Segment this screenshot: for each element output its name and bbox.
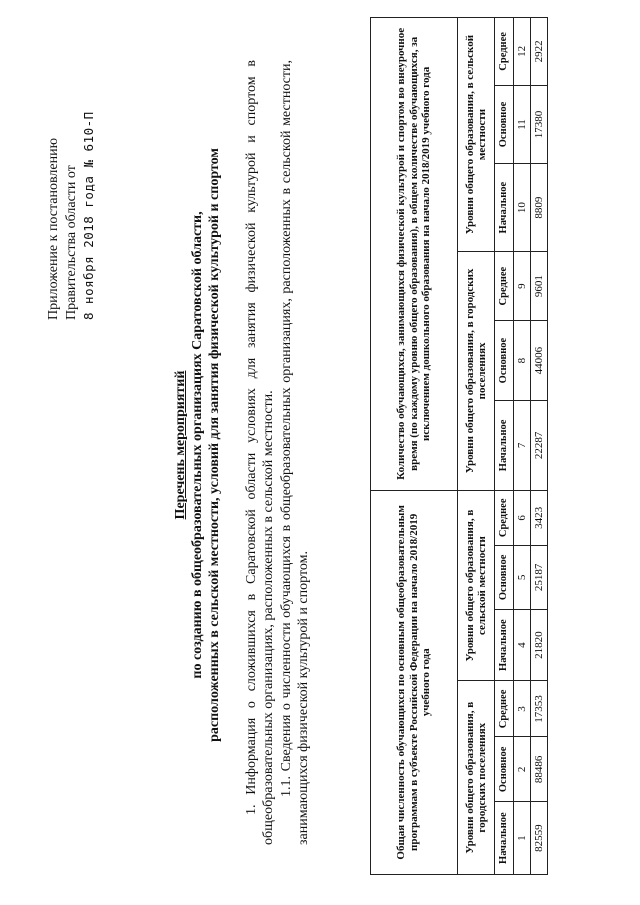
table-cell: 9601 (531, 252, 548, 321)
column-number: 1 (514, 802, 531, 875)
level-header: Начальное (495, 164, 514, 252)
level-header: Среднее (495, 681, 514, 737)
paragraph-1: 1. Информация о сложившихся в Саратовской области условиях для занятия физической культурой и спортом в общеобразовательных организациях, расположенных в сельской местности. (244, 60, 276, 845)
group2-urban-header: Уровни общего образования, в городских поселениях (458, 252, 495, 491)
group1-header: Общая численность обучающихся по основным общеобразовательным программам в субъекте Российской Федерации на начало 2018/2019 учебного года (371, 490, 458, 874)
table-levels-row (495, 18, 514, 875)
group1-urban-header: Уровни общего образования, в городских поселениях (458, 681, 495, 875)
table-cell: 17380 (531, 85, 548, 163)
statistics-table (370, 17, 548, 875)
document-title (172, 65, 223, 825)
table-subheader-row (458, 18, 495, 875)
column-number-row (514, 18, 531, 875)
column-number: 2 (514, 737, 531, 802)
table-header-row (371, 18, 458, 875)
level-header: Среднее (495, 252, 514, 321)
title-line-2: по созданию в общеобразовательных организациях Саратовской области, (190, 211, 205, 679)
level-header: Основное (495, 85, 514, 163)
approval-line-1: Приложение к постановлению (46, 137, 61, 320)
column-number: 12 (514, 18, 531, 86)
column-number: 10 (514, 164, 531, 252)
table-cell: 17353 (531, 681, 548, 737)
level-header: Основное (495, 737, 514, 802)
table-cell: 3423 (531, 490, 548, 545)
level-header: Начальное (495, 802, 514, 875)
approval-date-line: 8 ноября 2018 года № 610-П (81, 111, 96, 320)
column-number: 3 (514, 681, 531, 737)
column-number: 5 (514, 545, 531, 609)
group2-rural-header: Уровни общего образования, в сельской местности (458, 18, 495, 252)
level-header: Основное (495, 321, 514, 401)
approval-note (45, 111, 98, 320)
group2-header: Количество обучающихся, занимающихся физической культурой и спортом во внеурочное время (по каждому уровню общего образования), в общем количестве обучающихся, за исключением дошкольного образования на начало 2018/2019 учебного года (371, 18, 458, 491)
approval-line-2: Правительства области от (63, 165, 79, 320)
column-number: 8 (514, 321, 531, 401)
table-cell: 25187 (531, 545, 548, 609)
table-cell: 2922 (531, 18, 548, 86)
table-cell: 22287 (531, 401, 548, 491)
title-line-1: Перечень мероприятий (173, 370, 188, 520)
title-line-3: расположенных в сельской местности, условий для занятия физической культурой и спортом (207, 148, 222, 742)
level-header: Начальное (495, 401, 514, 491)
table-cell: 8809 (531, 164, 548, 252)
table-cell: 44006 (531, 321, 548, 401)
table-cell: 82559 (531, 802, 548, 875)
column-number: 9 (514, 252, 531, 321)
level-header: Среднее (495, 18, 514, 86)
column-number: 4 (514, 609, 531, 681)
level-header: Начальное (495, 609, 514, 681)
level-header: Основное (495, 545, 514, 609)
level-header: Среднее (495, 490, 514, 545)
table-row (531, 18, 548, 875)
column-number: 6 (514, 490, 531, 545)
column-number: 11 (514, 85, 531, 163)
group1-rural-header: Уровни общего образования, в сельской местности (458, 490, 495, 681)
paragraph-1-1: 1.1. Сведения о численности обучающихся в общеобразовательных организациях, расположенных в сельской местности, занимающихся физической культурой и спортом. (279, 60, 311, 845)
table-cell: 21820 (531, 609, 548, 681)
table-cell: 88486 (531, 737, 548, 802)
column-number: 7 (514, 401, 531, 491)
